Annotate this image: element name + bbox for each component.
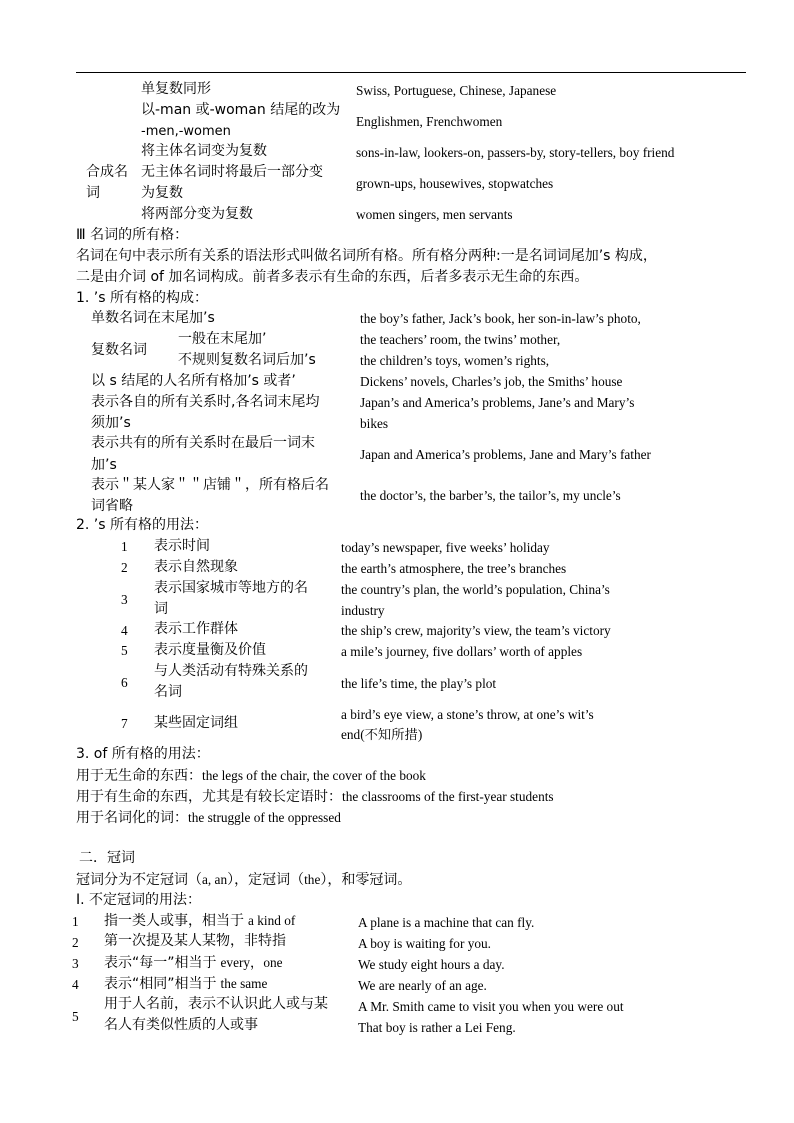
subsection-heading: 3. of 所有格的用法：: [76, 746, 210, 762]
rule-cell: 表示国家城市等地方的名: [154, 580, 308, 596]
example-cell: the country’s plan, the world’s population, China’s: [341, 582, 610, 597]
rule-cell: 与人类活动有特殊关系的: [154, 663, 308, 679]
rule-cell: 表示工作群体: [154, 621, 238, 637]
rule-cell: 以-man 或-woman 结尾的改为: [141, 102, 341, 118]
example-cell: That boy is rather a Lei Feng.: [358, 1020, 516, 1035]
rule-cell: 将主体名词变为复数: [141, 143, 267, 159]
row-number: 5: [121, 643, 128, 658]
example-cell: A plane is a machine that can fly.: [358, 915, 535, 930]
rule-cell: 为复数: [141, 185, 183, 201]
example-cell: We study eight hours a day.: [358, 957, 505, 972]
rule-cell: 表示“相同”相当于 the same: [104, 976, 268, 992]
example-cell: sons-in-law, lookers-on, passers-by, story-tellers, boy friend: [356, 145, 675, 160]
example-cell: the boy’s father, Jack’s book, her son-in-law’s photo,: [360, 311, 641, 326]
example-cell: Japan’s and America’s problems, Jane’s and Mary’s: [360, 395, 635, 410]
rule-cell: 单复数同形: [141, 81, 211, 97]
section-heading: Ⅲ 名词的所有格：: [76, 227, 189, 243]
rule-cell: 表示共有的所有关系时在最后一词末: [91, 435, 315, 451]
example-cell: end(不知所措): [341, 727, 423, 742]
example-cell: the life’s time, the play’s plot: [341, 676, 497, 691]
example-cell: Dickens’ novels, Charles’s job, the Smiths’ house: [360, 374, 623, 389]
row-number: 1: [121, 539, 128, 554]
rule-cell: 表示各自的所有关系时,各名词末尾均: [91, 394, 320, 410]
rule-cell: 名词: [154, 684, 182, 700]
row-number: 2: [72, 935, 79, 950]
rule-cell: -men,-women: [141, 124, 231, 139]
example-cell: the earth’s atmosphere, the tree’s branches: [341, 561, 567, 576]
rule-cell: 表示时间: [154, 538, 210, 554]
list-item: 用于名词化的词：the struggle of the oppressed: [76, 810, 341, 826]
rule-cell: 须加’s: [91, 415, 131, 431]
row-number: 5: [72, 1009, 79, 1024]
rule-cell: 词省略: [91, 498, 133, 514]
rule-cell: 一般在末尾加’: [178, 331, 267, 347]
subsection-heading: 2. ’s 所有格的用法：: [76, 517, 209, 533]
rule-cell: 第一次提及某人某物，非特指: [104, 933, 286, 949]
rule-cell: 复数名词: [91, 342, 147, 358]
paragraph-line: 冠词分为不定冠词（a, an），定冠词（the），和零冠词。: [76, 872, 412, 888]
example-cell: the ship’s crew, majority’s view, the team’s victory: [341, 623, 611, 638]
rule-cell: 表示“每一”相当于 every，one: [104, 955, 283, 971]
example-cell: We are nearly of an age.: [358, 978, 487, 993]
paragraph-line: 名词在句中表示所有关系的语法形式叫做名词所有格。所有格分两种:一是名词词尾加’s 构成，: [76, 248, 657, 264]
rule-cell: 无主体名词时将最后一部分变: [141, 164, 323, 180]
rule-cell: 表示度量衡及价值: [154, 642, 266, 658]
rule-cell: 词: [154, 601, 168, 617]
rule-cell: 表示自然现象: [154, 559, 238, 575]
row-number: 6: [121, 675, 128, 690]
subsection-heading: I. 不定冠词的用法：: [76, 892, 202, 908]
example-cell: bikes: [360, 416, 389, 431]
row-number: 2: [121, 560, 128, 575]
row-number: 1: [72, 914, 79, 929]
example-cell: Japan and America’s problems, Jane and Mary’s father: [360, 447, 651, 462]
example-cell: a mile’s journey, five dollars’ worth of apples: [341, 644, 583, 659]
rule-cell: 表示＂某人家＂＂店铺＂，所有格后名: [91, 477, 329, 493]
example-cell: grown-ups, housewives, stopwatches: [356, 176, 554, 191]
example-cell: A Mr. Smith came to visit you when you were out: [358, 999, 624, 1014]
rule-cell: 某些固定词组: [154, 715, 238, 731]
paragraph-line: 二是由介词 of 加名词构成。前者多表示有生命的东西，后者多表示无生命的东西。: [76, 269, 589, 285]
row-number: 3: [72, 956, 79, 971]
rule-cell: 名人有类似性质的人或事: [104, 1017, 258, 1033]
subsection-heading: 1. ’s 所有格的构成：: [76, 290, 209, 306]
list-item: 用于有生命的东西，尤其是有较长定语时：the classrooms of the first-year students: [76, 789, 554, 805]
group-label: 词: [86, 185, 100, 201]
group-label: 合成名: [86, 164, 128, 180]
row-number: 4: [121, 623, 128, 638]
example-cell: a bird’s eye view, a stone’s throw, at one’s wit’s: [341, 707, 594, 722]
example-cell: today’s newspaper, five weeks’ holiday: [341, 540, 550, 555]
example-cell: Englishmen, Frenchwomen: [356, 114, 503, 129]
rule-cell: 指一类人或事，相当于 a kind of: [104, 913, 296, 929]
example-cell: the teachers’ room, the twins’ mother,: [360, 332, 561, 347]
rule-cell: 加’s: [91, 457, 117, 473]
row-number: 4: [72, 977, 79, 992]
example-cell: Swiss, Portuguese, Chinese, Japanese: [356, 83, 557, 98]
row-number: 7: [121, 716, 128, 731]
rule-cell: 将两部分变为复数: [141, 206, 253, 222]
example-cell: the children’s toys, women’s rights,: [360, 353, 550, 368]
row-number: 3: [121, 592, 128, 607]
header-rule: [76, 72, 746, 73]
example-cell: the doctor’s, the barber’s, the tailor’s, my uncle’s: [360, 488, 621, 503]
list-item: 用于无生命的东西：the legs of the chair, the cover of the book: [76, 768, 426, 784]
example-cell: industry: [341, 603, 385, 618]
rule-cell: 单数名词在末尾加’s: [91, 310, 215, 326]
rule-cell: 以 s 结尾的人名所有格加’s 或者’: [91, 373, 296, 389]
example-cell: women singers, men servants: [356, 207, 513, 222]
rule-cell: 用于人名前，表示不认识此人或与某: [104, 996, 328, 1012]
example-cell: A boy is waiting for you.: [358, 936, 491, 951]
section-heading: 二．冠词: [79, 850, 135, 866]
rule-cell: 不规则复数名词后加’s: [178, 352, 316, 368]
